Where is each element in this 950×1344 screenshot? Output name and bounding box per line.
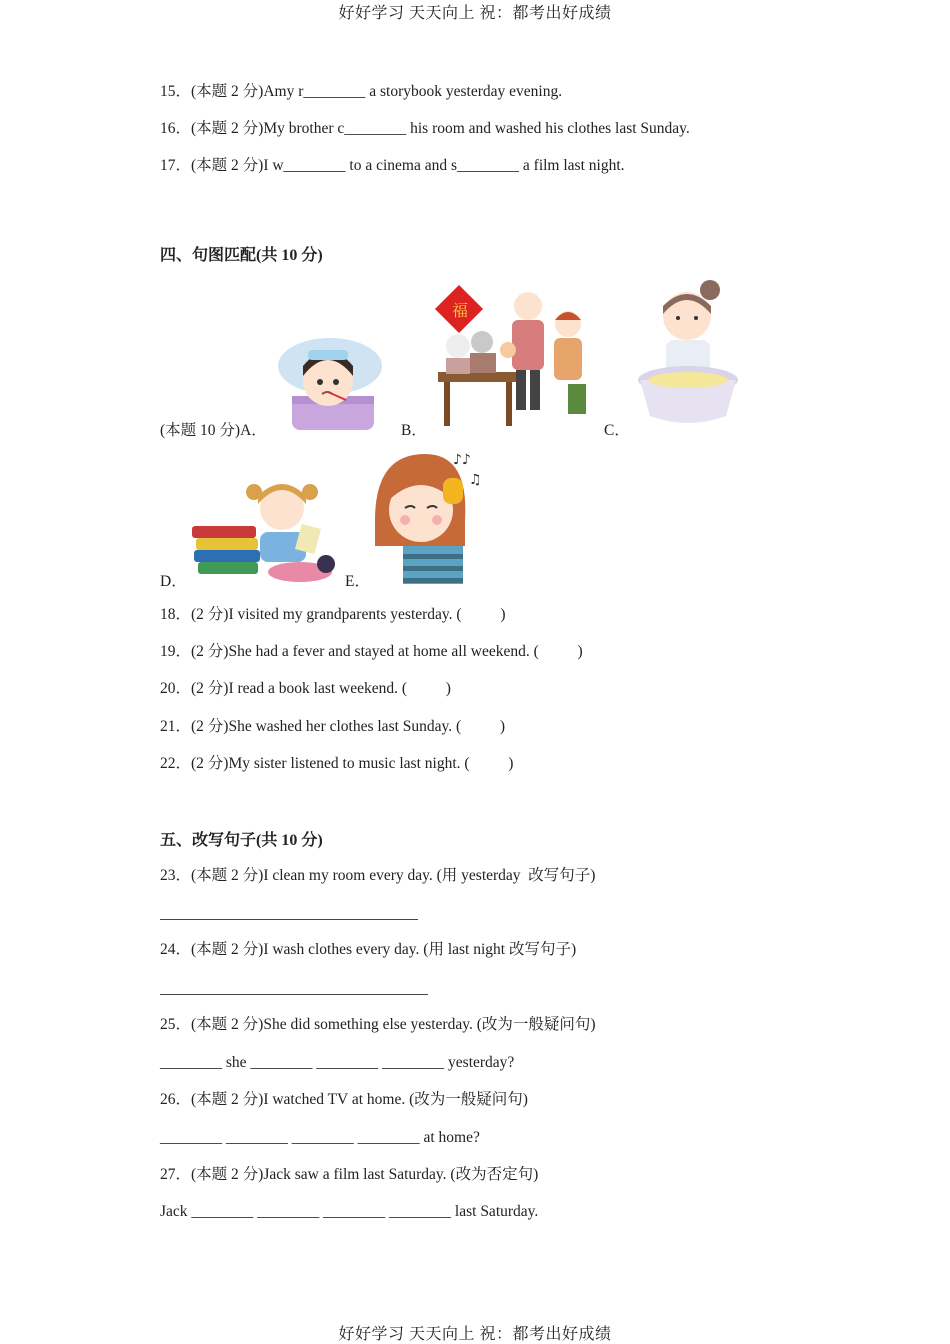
question-18: 18．(2 分)I visited my grandparents yesterday. ( ) xyxy=(160,606,506,623)
question-intro-label-a: (本题 10 分)A． xyxy=(160,422,267,439)
family-dinner-icon xyxy=(428,284,594,434)
question-26: 26．(本题 2 分)I watched TV at home. (改为一般疑问句) xyxy=(160,1091,528,1108)
picture-label-d: D． xyxy=(160,573,187,590)
question-24: 24．(本题 2 分)I wash clothes every day. (用 last night 改写句子) xyxy=(160,941,577,958)
answer-line-24 xyxy=(160,994,428,995)
picture-label-b: B． xyxy=(401,422,427,439)
picture-label-c: C． xyxy=(604,422,630,439)
girl-washing-clothes-icon xyxy=(632,276,748,432)
svg-text:♪♪: ♪♪ xyxy=(453,452,471,468)
question-20: 20．(2 分)I read a book last weekend. ( ) xyxy=(160,680,451,697)
question-23: 23．(本题 2 分)I clean my room every day. (用 yesterday 改写句子) xyxy=(160,867,596,884)
question-19: 19．(2 分)She had a fever and stayed at home all weekend. ( ) xyxy=(160,643,583,660)
question-15: 15．(本题 2 分)Amy r________ a storybook yesterday evening. xyxy=(160,83,563,100)
picture-label-e: E． xyxy=(345,573,370,590)
question-17: 17．(本题 2 分)I w________ to a cinema and s________ a film last night. xyxy=(160,157,625,174)
svg-text:♫: ♫ xyxy=(469,472,482,488)
svg-text:福: 福 xyxy=(452,301,469,320)
answer-26: ________ ________ ________ ________ at home? xyxy=(160,1129,480,1146)
page-footer: 好好学习 天天向上 祝：都考出好成绩 xyxy=(338,1326,612,1343)
section-5-title: 五、改写句子(共 10 分) xyxy=(160,832,323,849)
question-16: 16．(本题 2 分)My brother c________ his room and washed his clothes last Sunday. xyxy=(160,120,690,137)
section-4-title: 四、句图匹配(共 10 分) xyxy=(160,247,323,264)
girl-headphones-icon xyxy=(365,450,485,584)
question-21: 21．(2 分)She washed her clothes last Sunday. ( ) xyxy=(160,718,506,735)
question-22: 22．(2 分)My sister listened to music last night. ( ) xyxy=(160,755,514,772)
page-header: 好好学习 天天向上 祝：都考出好成绩 xyxy=(338,5,612,22)
sick-girl-icon xyxy=(270,326,388,434)
answer-25: ________ she ________ ________ ________ yesterday? xyxy=(160,1054,515,1071)
answer-line-23 xyxy=(160,919,418,920)
answer-27: Jack ________ ________ ________ ________ last Saturday. xyxy=(160,1203,539,1220)
question-25: 25．(本题 2 分)She did something else yesterday. (改为一般疑问句) xyxy=(160,1016,596,1033)
question-27: 27．(本题 2 分)Jack saw a film last Saturday. (改为否定句) xyxy=(160,1166,539,1183)
girl-reading-icon xyxy=(190,478,336,584)
